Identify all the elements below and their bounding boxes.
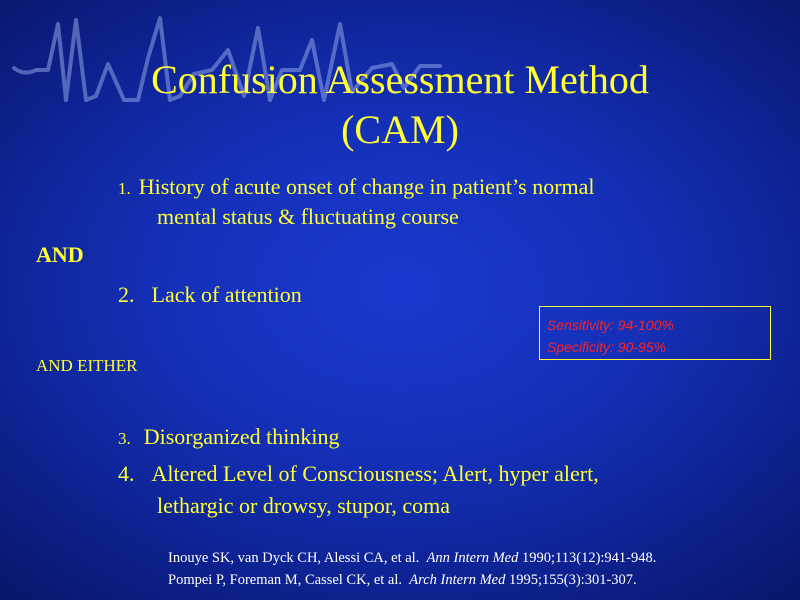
criterion-4-text: Altered Level of Consciousness; Alert, hyper alert, — [151, 461, 599, 486]
criterion-4-continued: lethargic or drowsy, stupor, coma — [157, 493, 450, 518]
reference-2-citation: 1995;155(3):301-307. — [509, 572, 637, 588]
slide-title — [0, 55, 800, 155]
references — [168, 547, 656, 591]
reference-1 — [168, 547, 656, 569]
reference-2-journal: Arch Intern Med — [409, 572, 506, 588]
criterion-1-number: 1. — [118, 179, 131, 198]
sensitivity-specificity-box — [539, 306, 771, 360]
title-line-2: (CAM) — [341, 107, 459, 152]
criterion-2 — [118, 280, 302, 310]
criterion-3-text: Disorganized thinking — [143, 424, 340, 449]
reference-2-authors: Pompei P, Foreman M, Cassel CK, et al. — [168, 572, 403, 588]
reference-1-citation: 1990;113(12):941-948. — [522, 550, 657, 566]
criterion-1-continued: mental status & fluctuating course — [157, 204, 459, 229]
criterion-3 — [118, 422, 339, 454]
criterion-2-text: Lack of attention — [151, 282, 302, 307]
criterion-3-number: 3. — [118, 429, 131, 448]
sensitivity-text: Sensitivity: 94-100% — [547, 317, 674, 333]
criterion-2-number: 2. — [118, 282, 135, 307]
reference-2 — [168, 569, 656, 591]
connector-and-either: AND EITHER — [36, 356, 138, 375]
reference-1-journal: Ann Intern Med — [426, 550, 519, 566]
criterion-4-number: 4. — [118, 461, 135, 486]
specificity-text: Specificity: 90-95% — [547, 339, 667, 355]
reference-1-authors: Inouye SK, van Dyck CH, Alessi CA, et al. — [168, 550, 420, 566]
criterion-4 — [118, 459, 599, 489]
connector-and: AND — [36, 242, 84, 267]
criterion-1-text: History of acute onset of change in patient’s normal — [138, 174, 595, 199]
criterion-1 — [118, 172, 595, 204]
title-line-1: Confusion Assessment Method — [151, 57, 649, 102]
